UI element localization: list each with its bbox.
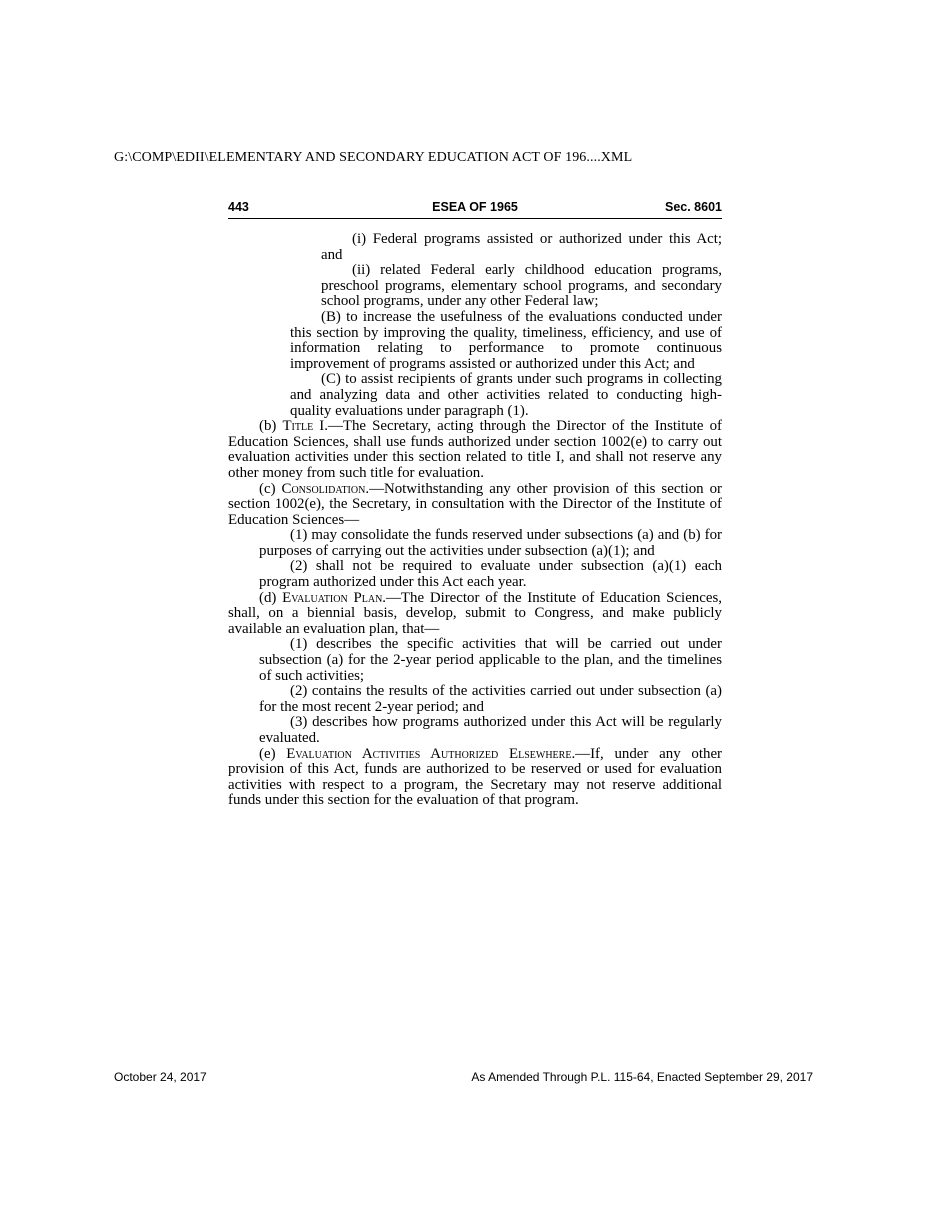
paragraph: (2) shall not be required to evaluate under subsection (a)(1) each program authorized under this Act each year.: [259, 558, 722, 591]
paragraph-text: .—The Director of the Institute of Education Sciences, shall, on a biennial basis, develop, submit to Congress, and make publicly available an evaluation plan, that—: [228, 589, 722, 637]
file-path: G:\COMP\EDII\ELEMENTARY AND SECONDARY EDUCATION ACT OF 196....XML: [114, 150, 633, 165]
paragraph: [228, 482, 722, 529]
paragraph: (C) to assist recipients of grants under such programs in collecting and analyzing data and other activities related to conducting high-quality evaluations under paragraph (1).: [290, 371, 722, 419]
paragraph-text: .—If, under any other provision of this Act, funds are authorized to be reserved or used for evaluation activities with respect to a program, the Secretary may not reserve additional funds under this section for the evaluation of that program.: [228, 745, 723, 809]
page-number: 443: [228, 200, 249, 214]
subsection-heading: Evaluation Plan: [282, 589, 383, 606]
paragraph: (1) describes the specific activities that will be carried out under subsection (a) for the 2-year period applicable to the plan, and the timelines of such activities;: [259, 636, 722, 684]
paragraph: (i) Federal programs assisted or authorized under this Act; and: [321, 231, 722, 263]
subsection-heading: Evaluation Activities Authorized Elsewhere: [286, 745, 572, 762]
subsection-label: (e): [259, 745, 287, 762]
paragraph: (3) describes how programs authorized under this Act will be regularly evaluated.: [259, 714, 722, 746]
running-head: [228, 198, 722, 219]
paragraph-text: .—Notwithstanding any other provision of this section or section 1002(e), the Secretary, in consultation with the Director of the Institute of Education Sciences—: [228, 480, 722, 528]
document-body: [228, 232, 722, 809]
footer-amended-through: As Amended Through P.L. 115-64, Enacted September 29, 2017: [471, 1070, 813, 1084]
subsection-label: (d): [259, 589, 283, 606]
running-title: ESEA OF 1965: [432, 200, 518, 214]
subsection-heading: Title I: [282, 418, 325, 435]
section-number: Sec. 8601: [665, 200, 722, 214]
paragraph-text: .—The Secretary, acting through the Director of the Institute of Education Sciences, shall use funds authorized under section 1002(e) to carry out evaluation activities under this section related to title I, and shall not reserve any other money from such title for evaluation.: [228, 418, 722, 481]
subsection-heading: Consolidation: [281, 480, 366, 497]
paragraph: (2) contains the results of the activities carried out under subsection (a) for the most recent 2-year period; and: [259, 683, 722, 715]
paragraph: [228, 747, 722, 809]
footer-date: October 24, 2017: [114, 1070, 207, 1084]
paragraph: (B) to increase the usefulness of the evaluations conducted under this section by improving the quality, timeliness, efficiency, and use of information relating to performance to promote continuous improvement of programs assisted or authorized under this Act; and: [290, 308, 722, 372]
paragraph: [228, 591, 722, 638]
paragraph: [228, 419, 722, 481]
subsection-label: (c): [259, 480, 282, 497]
subsection-label: (b): [259, 418, 283, 435]
paragraph: (1) may consolidate the funds reserved under subsections (a) and (b) for purposes of carrying out the activities under subsection (a)(1); and: [259, 527, 722, 559]
paragraph: (ii) related Federal early childhood education programs, preschool programs, elementary school programs, and secondary school programs, under any other Federal law;: [321, 262, 722, 310]
